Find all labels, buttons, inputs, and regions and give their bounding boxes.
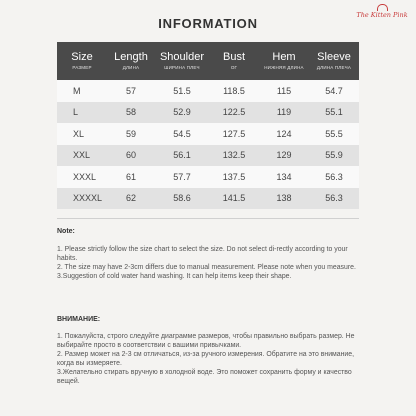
column-header-label: Size (71, 51, 93, 63)
column-header-label: Shoulder (159, 51, 205, 63)
table-row (57, 80, 359, 102)
table-cell: 58.6 (155, 188, 209, 210)
table-cell: 122.5 (209, 102, 259, 124)
table-cell: M (57, 80, 107, 102)
note-item: 1. Please strictly follow the size chart to select the size. Do not select di-rectly according to your habits. (57, 246, 348, 263)
table-row (57, 145, 359, 167)
note-item: 3.Желательно стирать вручную в холодной воде. Это поможет сохранить форму и качество вещей. (57, 369, 352, 386)
table-row (57, 188, 359, 210)
table-cell: 138 (259, 188, 309, 210)
table-cell: 51.5 (155, 80, 209, 102)
table-row (57, 102, 359, 124)
column-header-label: Hem (272, 51, 296, 63)
column-header-label: Sleeve (317, 51, 351, 63)
column-header (209, 42, 259, 80)
table-cell: L (57, 102, 107, 124)
table-cell: 56.1 (155, 145, 209, 167)
brand-logo (354, 4, 410, 32)
column-header-label-ru: ШИРИНА ПЛЕЧ (164, 65, 200, 70)
column-header (259, 42, 309, 80)
note-label: Note: (57, 228, 75, 235)
table-cell: 129 (259, 145, 309, 167)
table-cell: 62 (107, 188, 155, 210)
table-row (57, 123, 359, 145)
table-row (57, 166, 359, 188)
table-cell: 55.5 (309, 123, 359, 145)
section-divider (57, 218, 359, 219)
size-chart-table (57, 42, 359, 209)
table-cell: 137.5 (209, 166, 259, 188)
table-cell: 54.5 (155, 123, 209, 145)
table-cell: 60 (107, 145, 155, 167)
table-cell: 118.5 (209, 80, 259, 102)
table-cell: 56.3 (309, 166, 359, 188)
size-chart-header (57, 42, 359, 80)
table-cell: 134 (259, 166, 309, 188)
table-cell: 59 (107, 123, 155, 145)
table-cell: 124 (259, 123, 309, 145)
page-title: INFORMATION (158, 16, 258, 31)
size-chart-body (57, 80, 359, 209)
table-cell: 127.5 (209, 123, 259, 145)
table-cell: 141.5 (209, 188, 259, 210)
table-cell: 55.1 (309, 102, 359, 124)
table-cell: 55.9 (309, 145, 359, 167)
column-header-label-ru: ДЛИНА (122, 65, 140, 70)
ru-note-label: ВНИМАНИЕ: (57, 316, 101, 323)
notes-russian (57, 332, 361, 387)
table-cell: 57.7 (155, 166, 209, 188)
notes-english (57, 245, 361, 281)
table-cell: 54.7 (309, 80, 359, 102)
table-cell: XXL (57, 145, 107, 167)
table-cell: 61 (107, 166, 155, 188)
column-header-label: Length (114, 51, 148, 63)
note-item: 2. Размер может на 2-3 см отличаться, из-за ручного измерения. Обратите на это внимание, когда вы измеряете. (57, 351, 355, 368)
table-cell: 57 (107, 80, 155, 102)
column-header-label-ru: ДЛИНА ПЛЕЧА (316, 65, 352, 70)
column-header-label: Bust (222, 51, 245, 63)
table-cell: 56.3 (309, 188, 359, 210)
table-cell: 52.9 (155, 102, 209, 124)
table-cell: XXXL (57, 166, 107, 188)
table-cell: 119 (259, 102, 309, 124)
note-item: 3.Suggestion of cold water hand washing. It can help items keep their shape. (57, 273, 292, 281)
kitten-icon (377, 4, 388, 11)
column-header-label-ru: ОГ (230, 65, 238, 70)
table-cell: XXXXL (57, 188, 107, 210)
brand-name: The Kitten Pink (356, 11, 408, 19)
column-header (309, 42, 359, 80)
table-cell: 132.5 (209, 145, 259, 167)
column-header (107, 42, 155, 80)
note-item: 1. Пожалуйста, строго следуйте диаграмме размеров, чтобы правильно выбрать размер. Не выбирайте просто в соответствии с вашими привычками. (57, 333, 355, 350)
note-item: 2. The size may have 2-3cm differs due to manual measurement. Please note when you measure. (57, 264, 356, 272)
table-cell: 58 (107, 102, 155, 124)
column-header-label-ru: НИЖНЯЯ ДЛИНА (264, 65, 304, 70)
column-header (57, 42, 107, 80)
column-header (155, 42, 209, 80)
column-header-label-ru: РАЗМЕР (72, 65, 92, 70)
table-cell: XL (57, 123, 107, 145)
table-cell: 115 (259, 80, 309, 102)
